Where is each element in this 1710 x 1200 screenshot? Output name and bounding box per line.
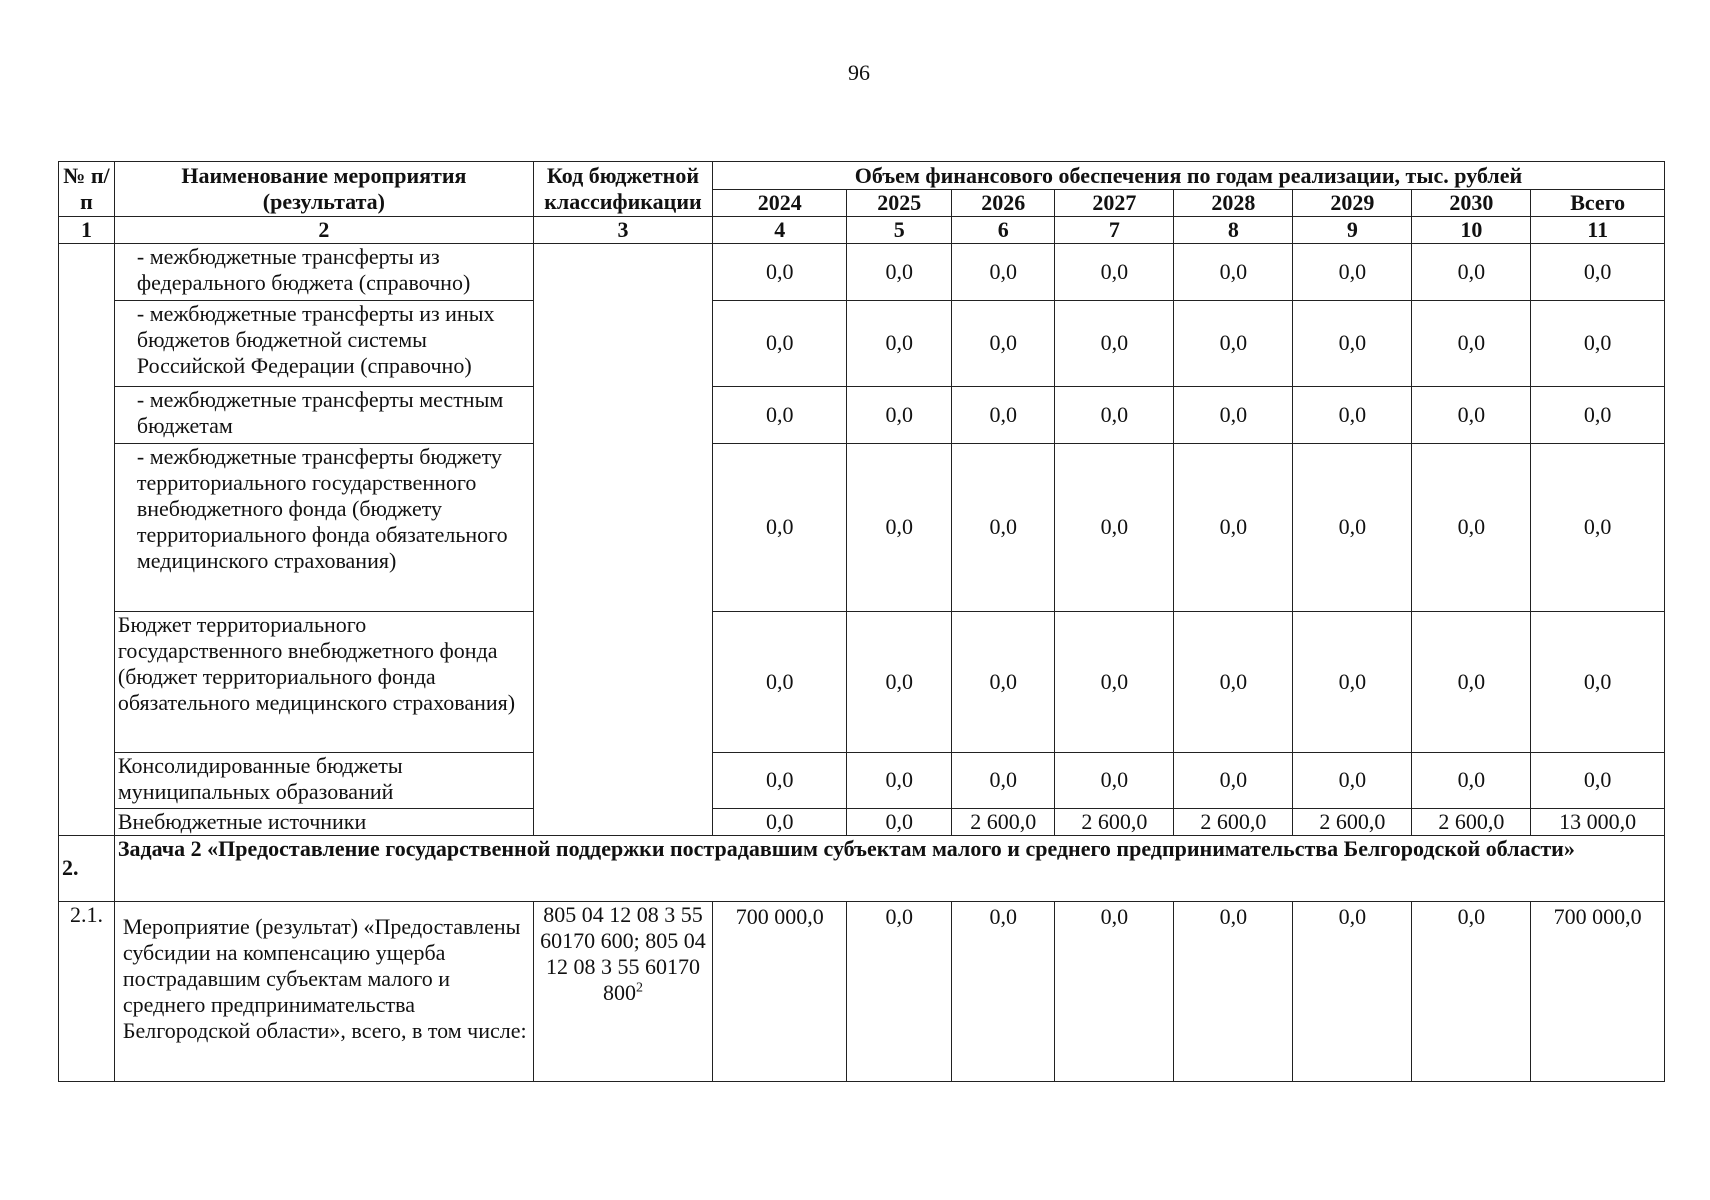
financing-table xyxy=(58,161,1665,1082)
value-cell: 0,0 xyxy=(847,300,952,386)
value-cell: 700 000,0 xyxy=(1531,901,1665,1081)
column-number: 3 xyxy=(533,216,712,243)
value-cell: 0,0 xyxy=(1412,443,1531,611)
value-cell: 0,0 xyxy=(1055,386,1174,443)
value-cell: 0,0 xyxy=(1412,901,1531,1081)
value-cell: 0,0 xyxy=(847,752,952,808)
value-cell: 0,0 xyxy=(1174,243,1293,300)
value-cell: 0,0 xyxy=(712,808,847,835)
column-number: 2 xyxy=(114,216,533,243)
value-cell: 0,0 xyxy=(712,443,847,611)
value-cell: 0,0 xyxy=(1412,300,1531,386)
value-cell: 0,0 xyxy=(1531,386,1665,443)
value-cell: 0,0 xyxy=(1055,901,1174,1081)
value-cell: 0,0 xyxy=(1174,443,1293,611)
value-cell: 0,0 xyxy=(1174,611,1293,752)
task-number: 2. xyxy=(59,835,115,901)
column-number: 10 xyxy=(1412,216,1531,243)
value-cell: 700 000,0 xyxy=(712,901,847,1081)
task-title: Задача 2 «Предоставление государственной поддержки пострадавшим субъектам малого и среднего предпринимательства Белгородской области» xyxy=(114,835,1664,901)
activity-row xyxy=(59,901,1665,1081)
header-year: 2025 xyxy=(847,190,952,217)
value-cell: 0,0 xyxy=(847,443,952,611)
value-cell: 2 600,0 xyxy=(951,808,1054,835)
value-cell: 0,0 xyxy=(847,808,952,835)
value-cell: 0,0 xyxy=(1174,386,1293,443)
value-cell: 13 000,0 xyxy=(1531,808,1665,835)
header-col-num: № п/п xyxy=(59,162,115,217)
header-col-name: Наименование мероприятия (результата) xyxy=(114,162,533,217)
page-number: 96 xyxy=(848,60,870,85)
row-name: - межбюджетные трансферты местным бюджетам xyxy=(114,386,533,443)
table-row xyxy=(59,611,1665,752)
value-cell: 0,0 xyxy=(1174,300,1293,386)
value-cell: 2 600,0 xyxy=(1174,808,1293,835)
row-name: Внебюджетные источники xyxy=(114,808,533,835)
table-row xyxy=(59,243,1665,300)
value-cell: 0,0 xyxy=(1293,243,1412,300)
value-cell: 0,0 xyxy=(712,300,847,386)
budget-code-text: 805 04 12 08 3 55 60170 600; 805 04 12 08 3 55 60170 800 xyxy=(540,901,706,1005)
value-cell: 0,0 xyxy=(1412,386,1531,443)
column-number: 5 xyxy=(847,216,952,243)
header-year: 2024 xyxy=(712,190,847,217)
value-cell: 0,0 xyxy=(1412,611,1531,752)
column-number: 11 xyxy=(1531,216,1665,243)
value-cell: 0,0 xyxy=(1293,386,1412,443)
value-cell: 0,0 xyxy=(1531,752,1665,808)
header-year: 2026 xyxy=(951,190,1054,217)
value-cell: 0,0 xyxy=(1293,443,1412,611)
budget-code-cell xyxy=(533,243,712,835)
value-cell: 0,0 xyxy=(1055,300,1174,386)
table-row xyxy=(59,752,1665,808)
value-cell: 0,0 xyxy=(951,443,1054,611)
column-number: 4 xyxy=(712,216,847,243)
header-col-code: Код бюджетной классификации xyxy=(533,162,712,217)
row-name: - межбюджетные трансферты бюджету территориального государственного внебюджетного фонда (бюджету территориального фонда обязательного медицинского страхования) xyxy=(114,443,533,611)
value-cell: 0,0 xyxy=(712,243,847,300)
column-number: 8 xyxy=(1174,216,1293,243)
value-cell: 0,0 xyxy=(951,901,1054,1081)
value-cell: 0,0 xyxy=(1293,611,1412,752)
value-cell: 0,0 xyxy=(1531,443,1665,611)
task-row xyxy=(59,835,1665,901)
value-cell: 0,0 xyxy=(712,611,847,752)
column-number: 9 xyxy=(1293,216,1412,243)
header-col-volume: Объем финансового обеспечения по годам реализации, тыс. рублей xyxy=(712,162,1664,190)
value-cell: 0,0 xyxy=(847,901,952,1081)
value-cell: 2 600,0 xyxy=(1412,808,1531,835)
header-total: Всего xyxy=(1531,190,1665,217)
value-cell: 0,0 xyxy=(712,386,847,443)
column-number: 6 xyxy=(951,216,1054,243)
row-name: - межбюджетные трансферты из федерального бюджета (справочно) xyxy=(114,243,533,300)
value-cell: 0,0 xyxy=(1531,611,1665,752)
value-cell: 2 600,0 xyxy=(1293,808,1412,835)
table-row xyxy=(59,443,1665,611)
value-cell: 0,0 xyxy=(1293,901,1412,1081)
value-cell: 0,0 xyxy=(847,611,952,752)
value-cell: 0,0 xyxy=(1412,752,1531,808)
header-year: 2028 xyxy=(1174,190,1293,217)
row-name: Консолидированные бюджеты муниципальных образований xyxy=(114,752,533,808)
value-cell: 0,0 xyxy=(1531,243,1665,300)
table-row xyxy=(59,386,1665,443)
column-number: 1 xyxy=(59,216,115,243)
activity-name: Мероприятие (результат) «Предоставлены субсидии на компенсацию ущерба пострадавшим субъектам малого и среднего предпринимательства Белгородской области», всего, в том числе: xyxy=(114,901,533,1081)
value-cell: 0,0 xyxy=(847,243,952,300)
table-row xyxy=(59,808,1665,835)
value-cell: 2 600,0 xyxy=(1055,808,1174,835)
value-cell: 0,0 xyxy=(1531,300,1665,386)
value-cell: 0,0 xyxy=(1174,752,1293,808)
header-year: 2030 xyxy=(1412,190,1531,217)
header-year: 2027 xyxy=(1055,190,1174,217)
value-cell: 0,0 xyxy=(1055,243,1174,300)
budget-code xyxy=(533,901,712,1081)
value-cell: 0,0 xyxy=(951,386,1054,443)
value-cell: 0,0 xyxy=(1055,611,1174,752)
row-name: Бюджет территориального государственного внебюджетного фонда (бюджет территориального фонда обязательного медицинского страхования) xyxy=(114,611,533,752)
value-cell: 0,0 xyxy=(951,752,1054,808)
value-cell: 0,0 xyxy=(951,300,1054,386)
footnote-marker: 2 xyxy=(635,980,643,996)
value-cell: 0,0 xyxy=(712,752,847,808)
table-row xyxy=(59,300,1665,386)
row-number-cell xyxy=(59,243,115,835)
row-name: - межбюджетные трансферты из иных бюджетов бюджетной системы Российской Федерации (справочно) xyxy=(114,300,533,386)
value-cell: 0,0 xyxy=(1412,243,1531,300)
value-cell: 0,0 xyxy=(1293,752,1412,808)
value-cell: 0,0 xyxy=(1055,443,1174,611)
value-cell: 0,0 xyxy=(951,243,1054,300)
value-cell: 0,0 xyxy=(847,386,952,443)
column-number: 7 xyxy=(1055,216,1174,243)
value-cell: 0,0 xyxy=(1174,901,1293,1081)
value-cell: 0,0 xyxy=(1293,300,1412,386)
value-cell: 0,0 xyxy=(951,611,1054,752)
activity-number: 2.1. xyxy=(59,901,115,1081)
header-year: 2029 xyxy=(1293,190,1412,217)
value-cell: 0,0 xyxy=(1055,752,1174,808)
